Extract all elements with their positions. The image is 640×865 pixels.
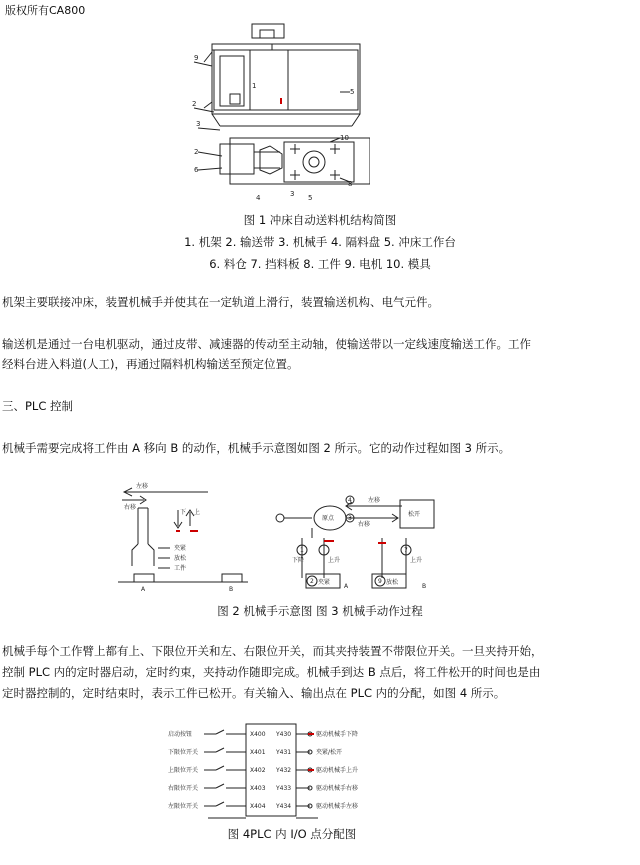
fig2-release-label: 放松 (174, 555, 187, 562)
paragraph-conveyor-2: 经料台进入料道(人工)，再通过隔料机构输送至预定位置。 (2, 357, 299, 371)
fig3-release-box: 松开 (408, 511, 421, 518)
fig3-point-b: B (422, 583, 427, 590)
fig4-output-label: 驱动机械手下降 (316, 731, 359, 738)
fig1-label: 2 (194, 148, 199, 156)
fig2-up-label: 上 (194, 509, 201, 516)
fig4-x-point: X401 (250, 749, 266, 756)
fig1-label: 10 (340, 134, 349, 142)
fig2-left-label: 左移 (136, 483, 149, 490)
fig3-right-move: 右移 (358, 521, 371, 528)
fig1-caption: 图 1 冲床自动送料机结构简图 (243, 213, 397, 227)
fig4-wire (216, 730, 224, 734)
paragraph-limit-3: 定时器控制的，定时结束时，表示工件已松开。有关输入、输出点在 PLC 内的分配，如图 4 所示。 (2, 686, 506, 700)
fig4-output-label: 驱动机械手左移 (316, 803, 359, 810)
fig3-drawing (272, 478, 440, 596)
paragraph-frame: 机架主要联接冲床，装置机械手并使其在一定轨道上滑行，装置输送机构、电气元件。 (2, 295, 439, 309)
fig1-legend-line2: 6. 料仓 7. 挡料板 8. 工件 9. 电机 10. 模具 (209, 257, 431, 271)
fig3-down: 下降 (292, 557, 305, 564)
fig2-clamp-label: 夹紧 (174, 545, 187, 552)
fig2-down-label: 下 (180, 509, 187, 516)
fig1-label: 2 (192, 100, 197, 108)
fig3-step: 4 (348, 497, 352, 504)
fig4-output-label: 驱动机械手右移 (316, 785, 359, 792)
fig4-wire (216, 766, 224, 770)
fig1-label: 9 (194, 54, 199, 62)
fig2-point-a: A (141, 586, 146, 593)
fig3-step: 3 (348, 515, 352, 522)
fig4-input-label: 上限位开关 (168, 767, 199, 774)
fig4-input-label: 启动按钮 (168, 731, 193, 738)
fig4-input-label: 左限位开关 (168, 803, 199, 810)
fig4-y-point: Y432 (276, 767, 292, 774)
fig3-origin: 原点 (322, 515, 335, 522)
fig4-x-point: X403 (250, 785, 266, 792)
fig3-step: 9 (378, 578, 382, 585)
watermark: 版权所有CA800 (5, 4, 86, 17)
fig3-up: 上升 (328, 557, 341, 564)
fig2-point-b: B (229, 586, 234, 593)
fig4-red-mark (308, 769, 314, 771)
paragraph-conveyor-1: 输送机是通过一台电机驱动，通过皮带、减速器的传动至主动轴，使输送带以一定线速度输送工作。工作 (2, 337, 531, 351)
fig4-wire (216, 784, 224, 788)
fig4-x-point: X400 (250, 731, 266, 738)
fig4-wire (216, 802, 224, 806)
fig4-y-point: Y430 (276, 731, 292, 738)
fig4-y-point: Y433 (276, 785, 292, 792)
fig3-clamp: 夹紧 (318, 579, 331, 586)
fig4-red-mark (308, 733, 314, 735)
fig4-output-label: 夹紧/松开 (316, 749, 343, 756)
fig3-left-move: 左移 (368, 497, 381, 504)
fig1-label: 3 (196, 120, 201, 128)
fig23-caption: 图 2 机械手示意图 图 3 机械手动作过程 (217, 604, 423, 618)
fig1-legend-line1: 1. 机架 2. 输送带 3. 机械手 4. 隔料盘 5. 冲床工作台 (184, 235, 456, 249)
fig1-label: 6 (194, 166, 199, 174)
paragraph-limit-1: 机械手每个工作臂上都有上、下限位开关和左、右限位开关，而其夹持装置不带限位开关。一旦夹持开始， (2, 644, 543, 658)
paragraph-manipulator: 机械手需要完成将工件由 A 移向 B 的动作，机械手示意图如图 2 所示。它的动作过程如图 3 所示。 (2, 441, 511, 455)
fig1-label: 5 (350, 88, 355, 96)
fig4-x-point: X402 (250, 767, 266, 774)
fig4-output-label: 驱动机械手上升 (316, 767, 359, 774)
fig3-loosen: 放松 (386, 579, 399, 586)
fig3-point-a: A (344, 583, 349, 590)
fig1-drawing (190, 22, 370, 204)
fig4-y-point: Y431 (276, 749, 292, 756)
fig4-input-label: 右限位开关 (168, 785, 199, 792)
section-heading: 三、PLC 控制 (2, 399, 74, 413)
fig4-caption: 图 4PLC 内 I/O 点分配图 (227, 827, 357, 841)
fig1-label: 8 (348, 180, 353, 188)
fig1-label: 4 (256, 194, 261, 202)
fig2-work-label: 工件 (174, 565, 187, 572)
fig1-label: 1 (252, 82, 257, 90)
fig1-label: 5 (308, 194, 313, 202)
fig4-input-label: 下限位开关 (168, 749, 199, 756)
fig4-wire (216, 748, 224, 752)
fig3-step: 1 (300, 547, 304, 554)
fig4-y-point: Y434 (276, 803, 292, 810)
fig3-up-right: 上升 (410, 557, 423, 564)
fig4-x-point: X404 (250, 803, 266, 810)
fig3-step: 7 (404, 547, 408, 554)
paragraph-limit-2: 控制 PLC 内的定时器启动，定时约束，夹持动作随即完成。机械手到达 B 点后，将工件松开的时间也是由 (2, 665, 541, 679)
fig2-drawing (118, 478, 248, 596)
fig3-step: 2 (310, 578, 314, 585)
fig1-label: 3 (290, 190, 295, 198)
fig2-right-label: 右移 (124, 504, 137, 511)
fig4-drawing (168, 722, 378, 822)
